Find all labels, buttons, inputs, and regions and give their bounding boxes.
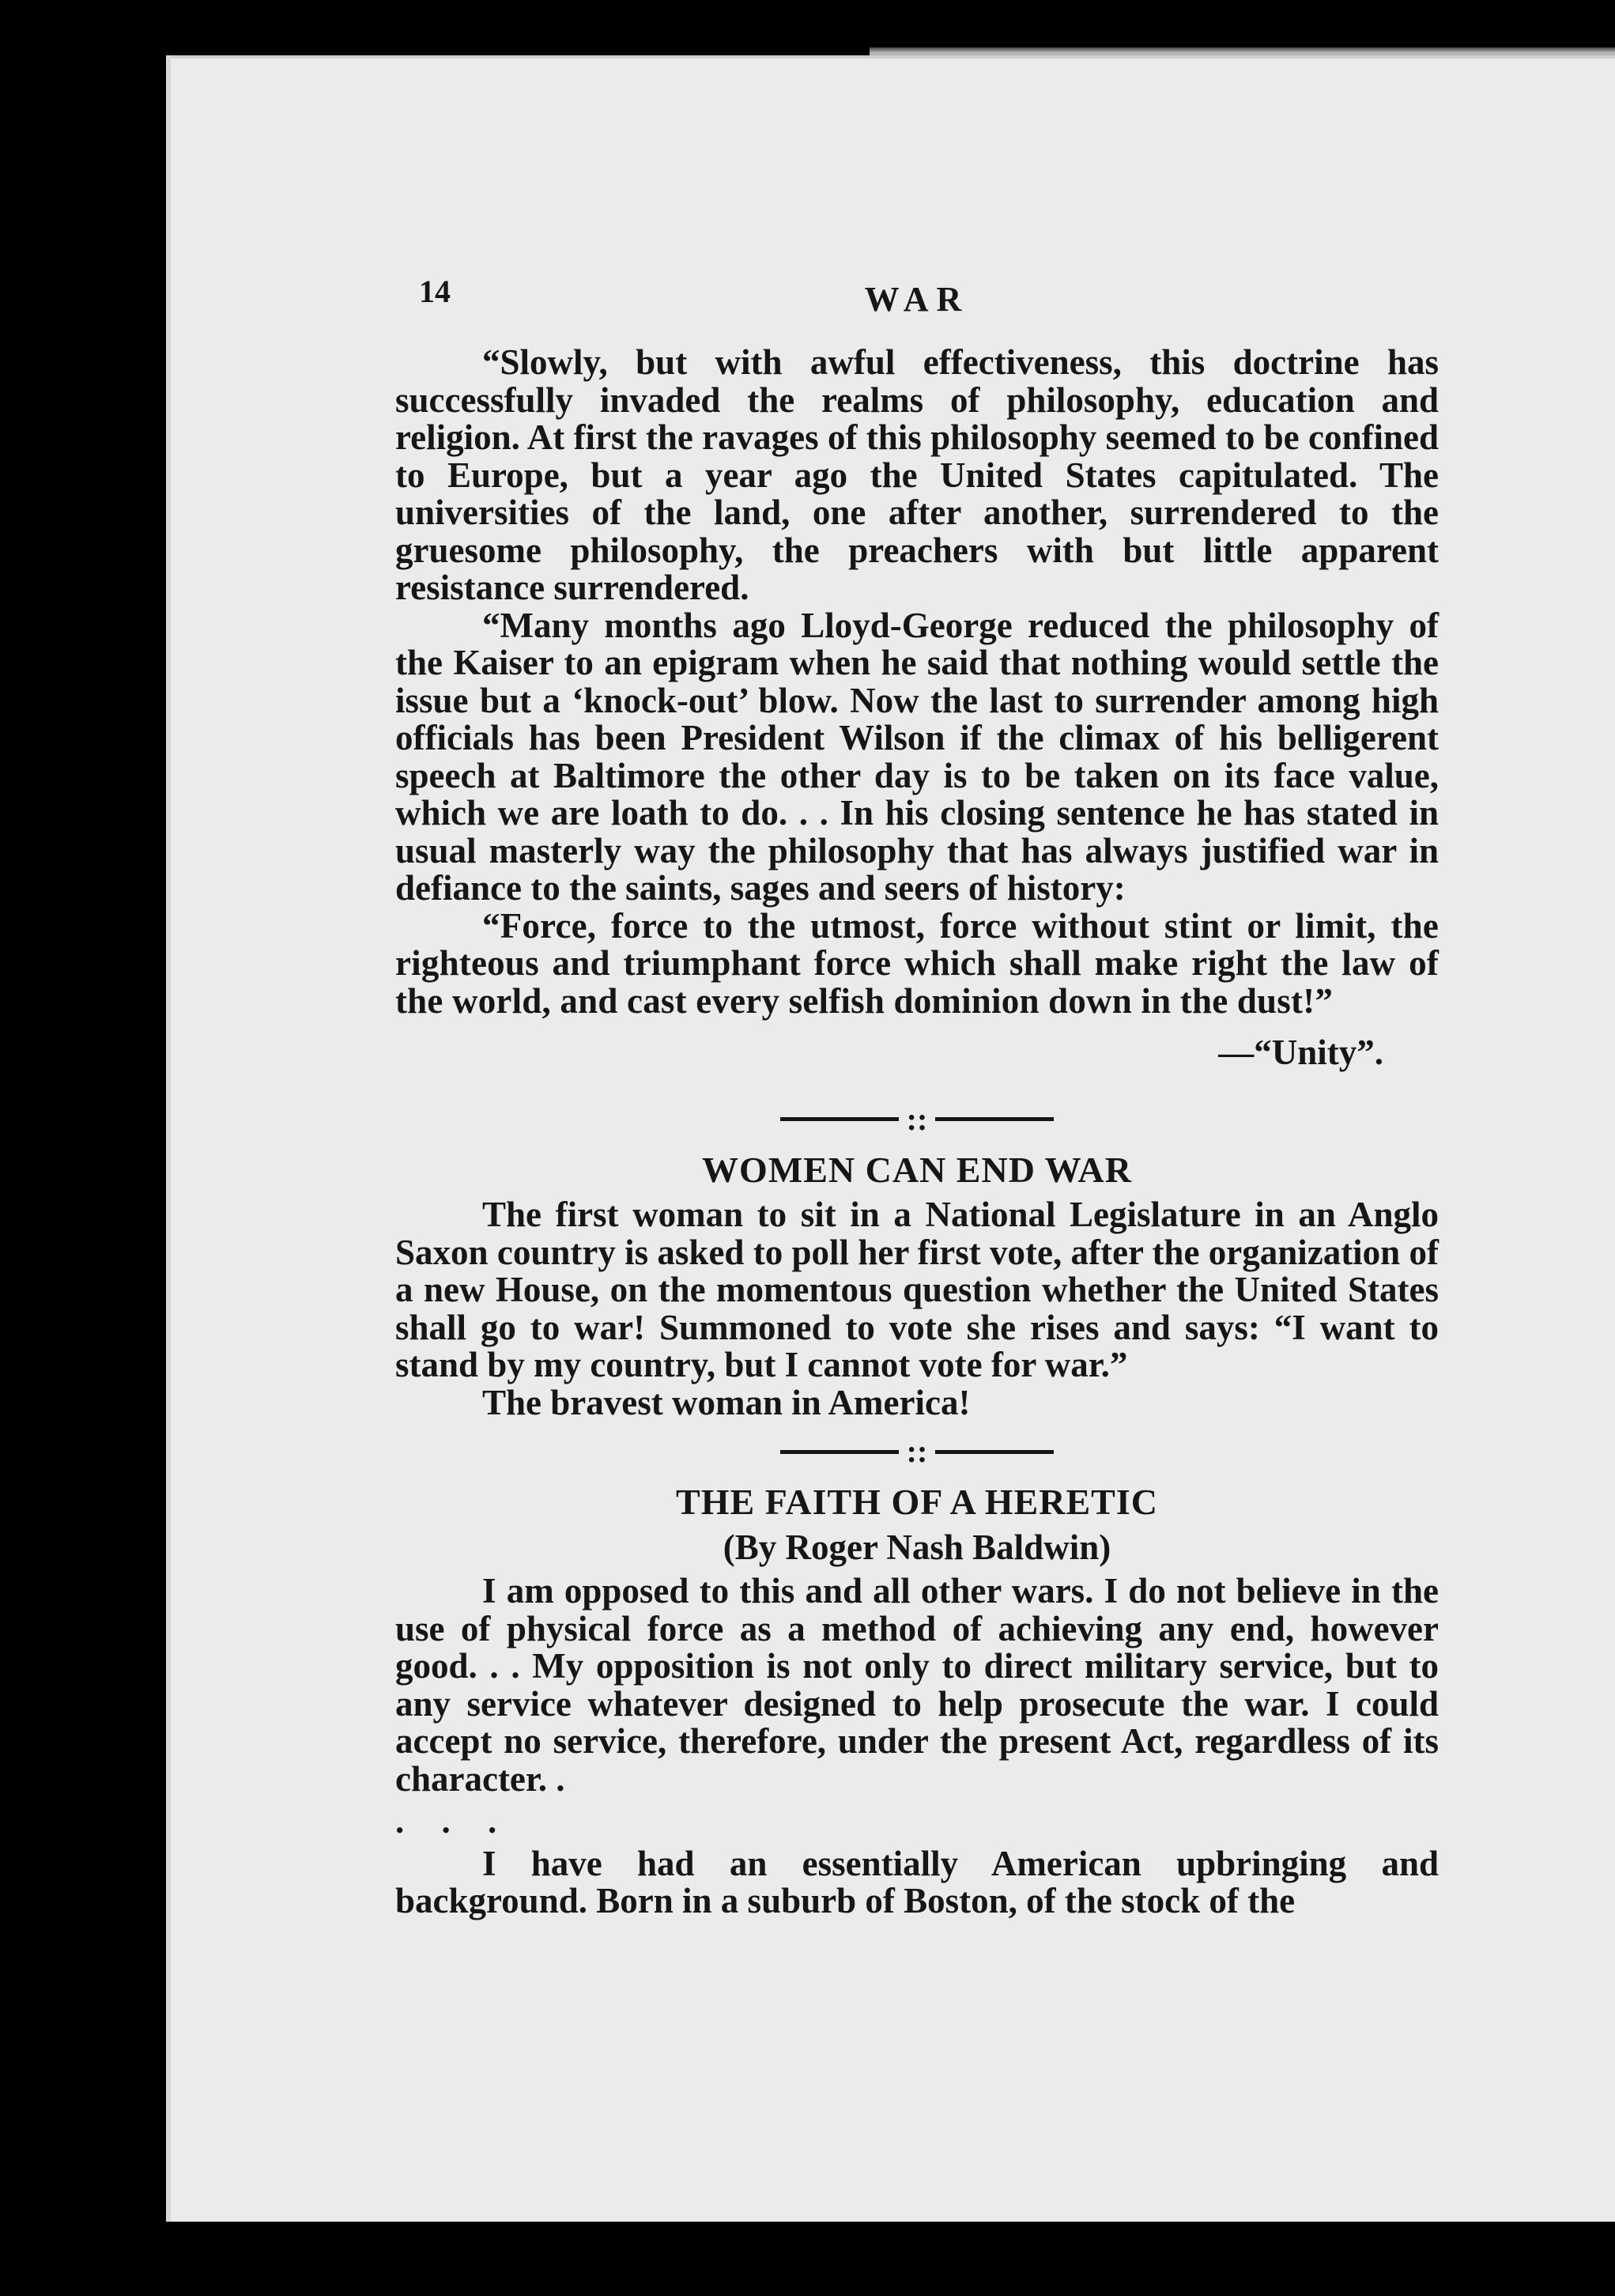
paragraph: “Slowly, but with awful effectiveness, this doctrine has successfully invaded the realms of philosophy, education and religion. At first the ravages of this philosophy seemed to be confined to Europe, but a year ago the United States capitulated. The universities of the land, one after another, surrendered to the gruesome philosophy, the preachers with but little apparent resistance surrendered. bbox=[395, 342, 1439, 607]
separator-colons: :: bbox=[906, 1433, 928, 1469]
section-faith-of-a-heretic bbox=[395, 1483, 1439, 1920]
paragraph: I am opposed to this and all other wars. I do not believe in the use of physical force as a method of achieving any end, however good. . . My opposition is not only to direct military service, but to any service whatever designed to help prosecute the war. I could accept no service, therefore, under the present Act, regardless of its character. . bbox=[395, 1571, 1439, 1799]
byline: (By Roger Nash Baldwin) bbox=[723, 1527, 1111, 1567]
separator-colons: :: bbox=[906, 1101, 928, 1137]
section-title: WOMEN CAN END WAR bbox=[702, 1149, 1132, 1190]
ellipsis: . . . bbox=[395, 1801, 511, 1841]
attribution: —“Unity”. bbox=[1218, 1033, 1383, 1072]
section-separator bbox=[395, 1101, 1439, 1137]
page-content bbox=[395, 273, 1439, 1920]
paragraph: The first woman to sit in a National Legislature in an Anglo Saxon country is asked to poll her first vote, after the organization of a new House, on the momentous question whether the United States shall go to war! Summoned to vote she rises and says: “I want to stand by my country, but I cannot vote for war.” bbox=[395, 1195, 1439, 1384]
section-women-can-end-war bbox=[395, 1151, 1439, 1422]
page-header bbox=[395, 273, 1439, 344]
section-title: THE FAITH OF A HERETIC bbox=[676, 1482, 1158, 1522]
paragraph: The bravest woman in America! bbox=[482, 1382, 971, 1422]
running-head: WAR bbox=[864, 280, 970, 319]
paragraph: I have had an essentially American upbringing and background. Born in a suburb of Boston, of the stock of the bbox=[395, 1843, 1439, 1920]
wilson-quote: “Force, force to the utmost, force without stint or limit, the righteous and triumphant force which shall make right the law of the world, and cast every selfish dominion down in the dust!” bbox=[395, 905, 1439, 1021]
page-number: 14 bbox=[419, 274, 451, 309]
separator-rule bbox=[935, 1450, 1054, 1454]
paragraph: “Many months ago Lloyd-George reduced the philosophy of the Kaiser to an epigram when he said that nothing would settle the issue but a ‘knock-out’ blow. Now the last to surrender among high officials has been President Wilson if the climax of his belligerent speech at Baltimore the other day is to be taken on its face value, which we are loath to do. . . In his closing sentence he has stated in usual masterly way the philosophy that has always justified war in defiance to the saints, sages and seers of history: bbox=[395, 605, 1439, 908]
section-unity-excerpt bbox=[395, 344, 1439, 1072]
separator-rule bbox=[780, 1117, 899, 1121]
section-separator bbox=[395, 1433, 1439, 1469]
separator-rule bbox=[780, 1450, 899, 1454]
separator-rule bbox=[935, 1117, 1054, 1121]
